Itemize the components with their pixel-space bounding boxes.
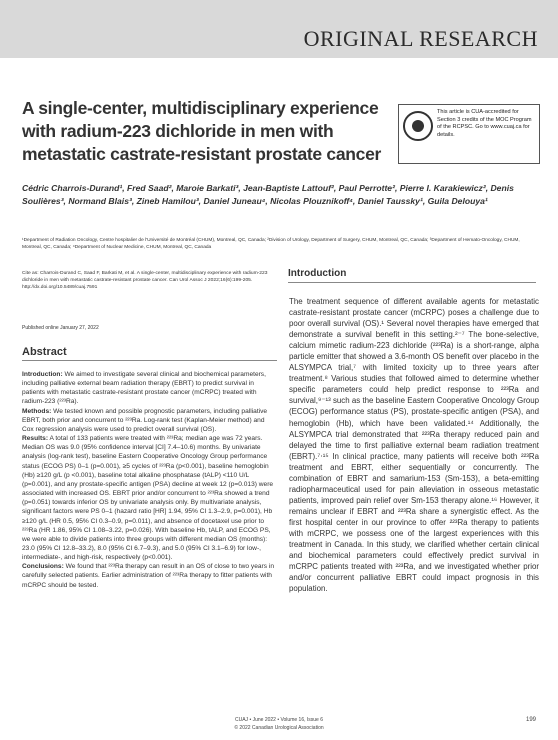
author-list: Cédric Charrois-Durand¹, Fred Saad², Maroie Barkati³, Jean-Baptiste Lattouf², Paul Perrotte², Pierre I. Karakiewicz², Denis Soulières³, Normand Blais³, Zineb Hamilou³, Daniel Juneau⁴, Nicolas Plouznikoff⁴, Daniel Taussky¹, Guila Delouya¹: [22, 183, 514, 206]
abstract-intro-text: We aimed to investigate several clinical and biochemical parameters, including palliative external beam radiation therapy (EBRT) to predict survival in patients with metastatic castrate-resistant prostate cancer (mCRPC) treated with radium-223 (²²³Ra).: [22, 371, 266, 406]
abstract-conclusions: [22, 562, 278, 589]
abstract-conclusions-text: We found that ²²³Ra therapy can result in an OS of close to two years in carefully selected patients. Earlier administration of ²²³Ra therapy to fitter patients with mCRPC should be tested.: [22, 563, 275, 589]
abstract-introduction: [22, 370, 278, 407]
citation: Cite as: Charrois-Durand C, Saad F, Barkati M, et al. A single-center, multidisciplinary experience with radium-223 dichloride in men with metastatic castrate-resistant prostate cancer. Can Urol Assoc J 2022;16(6):199-205. http://dx.doi.org/10.5489/cuaj.7591: [22, 271, 268, 291]
abstract-intro-label: Introduction:: [22, 371, 63, 378]
journal-footer: [150, 716, 408, 732]
introduction-heading: Introduction: [288, 268, 536, 283]
section-label: ORIGINAL RESEARCH: [303, 26, 538, 51]
abstract-methods-label: Methods:: [22, 407, 52, 415]
cme-accreditation-box: [398, 104, 540, 164]
article-title: A single-center, multidisciplinary experience with radium-223 dichloride in men with metastatic castrate-resistant prostate cancer: [22, 98, 382, 164]
page-number: 199: [525, 717, 536, 723]
abstract-methods-text: We tested known and possible prognostic parameters, including palliative EBRT, both prior and concurrent to ²²³Ra. Log-rank test (Kaplan-Meier method) and Cox regression analysis were used to predict overall survival (OS).: [22, 407, 268, 433]
published-date: Published online January 27, 2022: [22, 325, 99, 331]
abstract-body: [22, 370, 278, 590]
abstract-results-label: Results:: [22, 435, 49, 443]
abstract-heading: Abstract: [22, 346, 277, 361]
cme-seal-icon: [403, 111, 433, 141]
abstract-methods: [22, 407, 278, 434]
abstract-results-text: A total of 133 patients were treated with ²²³Ra; median age was 72 years. Median OS was 9.0 (95% confidence interval [CI] 7.4–10.6) months. By univariate analysis (log-rank test), baseline Eastern Cooperative Oncology Group performance status (ECOG PS) 0–1 (p=0.001), ≥5 cycles of ²²³Ra (p<0.001), baseline hemoglobin (Hb) ≥120 g/L (p <0.001), baseline total alkaline phosphatase (tALP) <110 U/L (p=0.001), and any prostate-specific antigen (PSA) decline at week 12 (p=0.013) were associated with increased OS. EBRT prior and/or concurrent to ²²³Ra showed a trend (p=0.051) towards inferior OS by univariate analysis only. By multivariate analysis, significant factors were PS 0–1 (hazard ratio [HR] 1.94, 95% CI 1.3–2.9, p=0.001), Hb ≥120 g/L (HR 0.5, 95% CI 0.3–0.9, p=0.011), and absence of docetaxel use prior to ²²³Ra (HR 1.86, 95% CI 1.08–3.22, p=0.026). With baseline Hb, tALP, and ECOG PS, we were able to divide patients into three groups with different median OS (months): 23.0 (95% CI 12.8–33.2), 8.0 (95% CI 6.7–9.3), and 5.0 (95% CI 3.1–6.9) for low-, intermediate-, and high-risk, respectively (p<0.001).: [22, 435, 274, 562]
introduction-body: The treatment sequence of different available agents for metastatic castrate-resistant prostate cancer (mCRPC) poses a challenge due to poor overall survival (OS).¹ Several novel therapies have emerged that demonstrate a survival benefit in this setting.²⁻⁷ The bone-selective, calcium mimetic radium-223 dichloride (²²³Ra) is a short-range, alpha particle emitter that showed a 3.6-month OS benefit over placebo in the ALSYMPCA trial,⁷ with limited toxicity up to three years after treatment.⁸ Various studies that followed aimed to determine whether specific parameters could help predict response to ²²³Ra and survival,⁹⁻¹³ such as the baseline Eastern Cooperative Oncology Group (ECOG) performance status (PS), prostate-specific antigen (PSA), and hemoglobin (Hb), which have been validated.¹⁴ Additionally, the ALSYMPCA trial demonstrated that ²²³Ra therapy reduced pain and delayed the time to first palliative external beam radiation treatment (EBRT).⁷⋅¹⁵ In clinical practice, many patients will receive both ²²³Ra treatment and EBRT, either sequentially or concurrently. The combination of EBRT and samarium-153 (Sm-153), a beta-emitting radiopharmaceutical used for pain alleviation in osseous metastatic patients, improved pain relief over Sm-153 therapy alone.¹⁶ However, it remains unclear if EBRT and ²²³Ra share a synergistic effect. As the first hospital center in our province to offer ²²³Ra therapy to patients with mCRPC, we possess one of the largest experiences with this treatment in Canada. In this study, we clarified whether certain clinical and biochemical parameters could effectively predict survival in mCRPC patients treated with ²²³Ra, and we investigated whether prior and/or concurrent palliative EBRT could impact prognosis in this population.: [289, 297, 539, 594]
footer-issue: CUAJ • June 2022 • Volume 16, Issue 6: [235, 717, 323, 723]
abstract-results: [22, 434, 278, 562]
abstract-conclusions-label: Conclusions:: [22, 563, 64, 571]
footer-copyright: © 2022 Canadian Urological Association: [234, 725, 324, 731]
affiliations: ¹Department of Radiation Oncology, Centre hospitalier de l'Université de Montréal (CHUM), Montreal, QC, Canada; ²Division of Urology, Department of Surgery, CHUM, Montreal, QC, Canada; ³Department of Hemato-Oncology, CHUM, Montreal, QC, Canada; ⁴Department of Nuclear Medicine, CHUM, Montreal, QC, Canada: [22, 238, 520, 251]
cme-text: This article is CUA-accredited for Section 3 credits of the MOC Program of the RCPSC. Go to www.cuaj.ca for details.: [437, 109, 532, 138]
